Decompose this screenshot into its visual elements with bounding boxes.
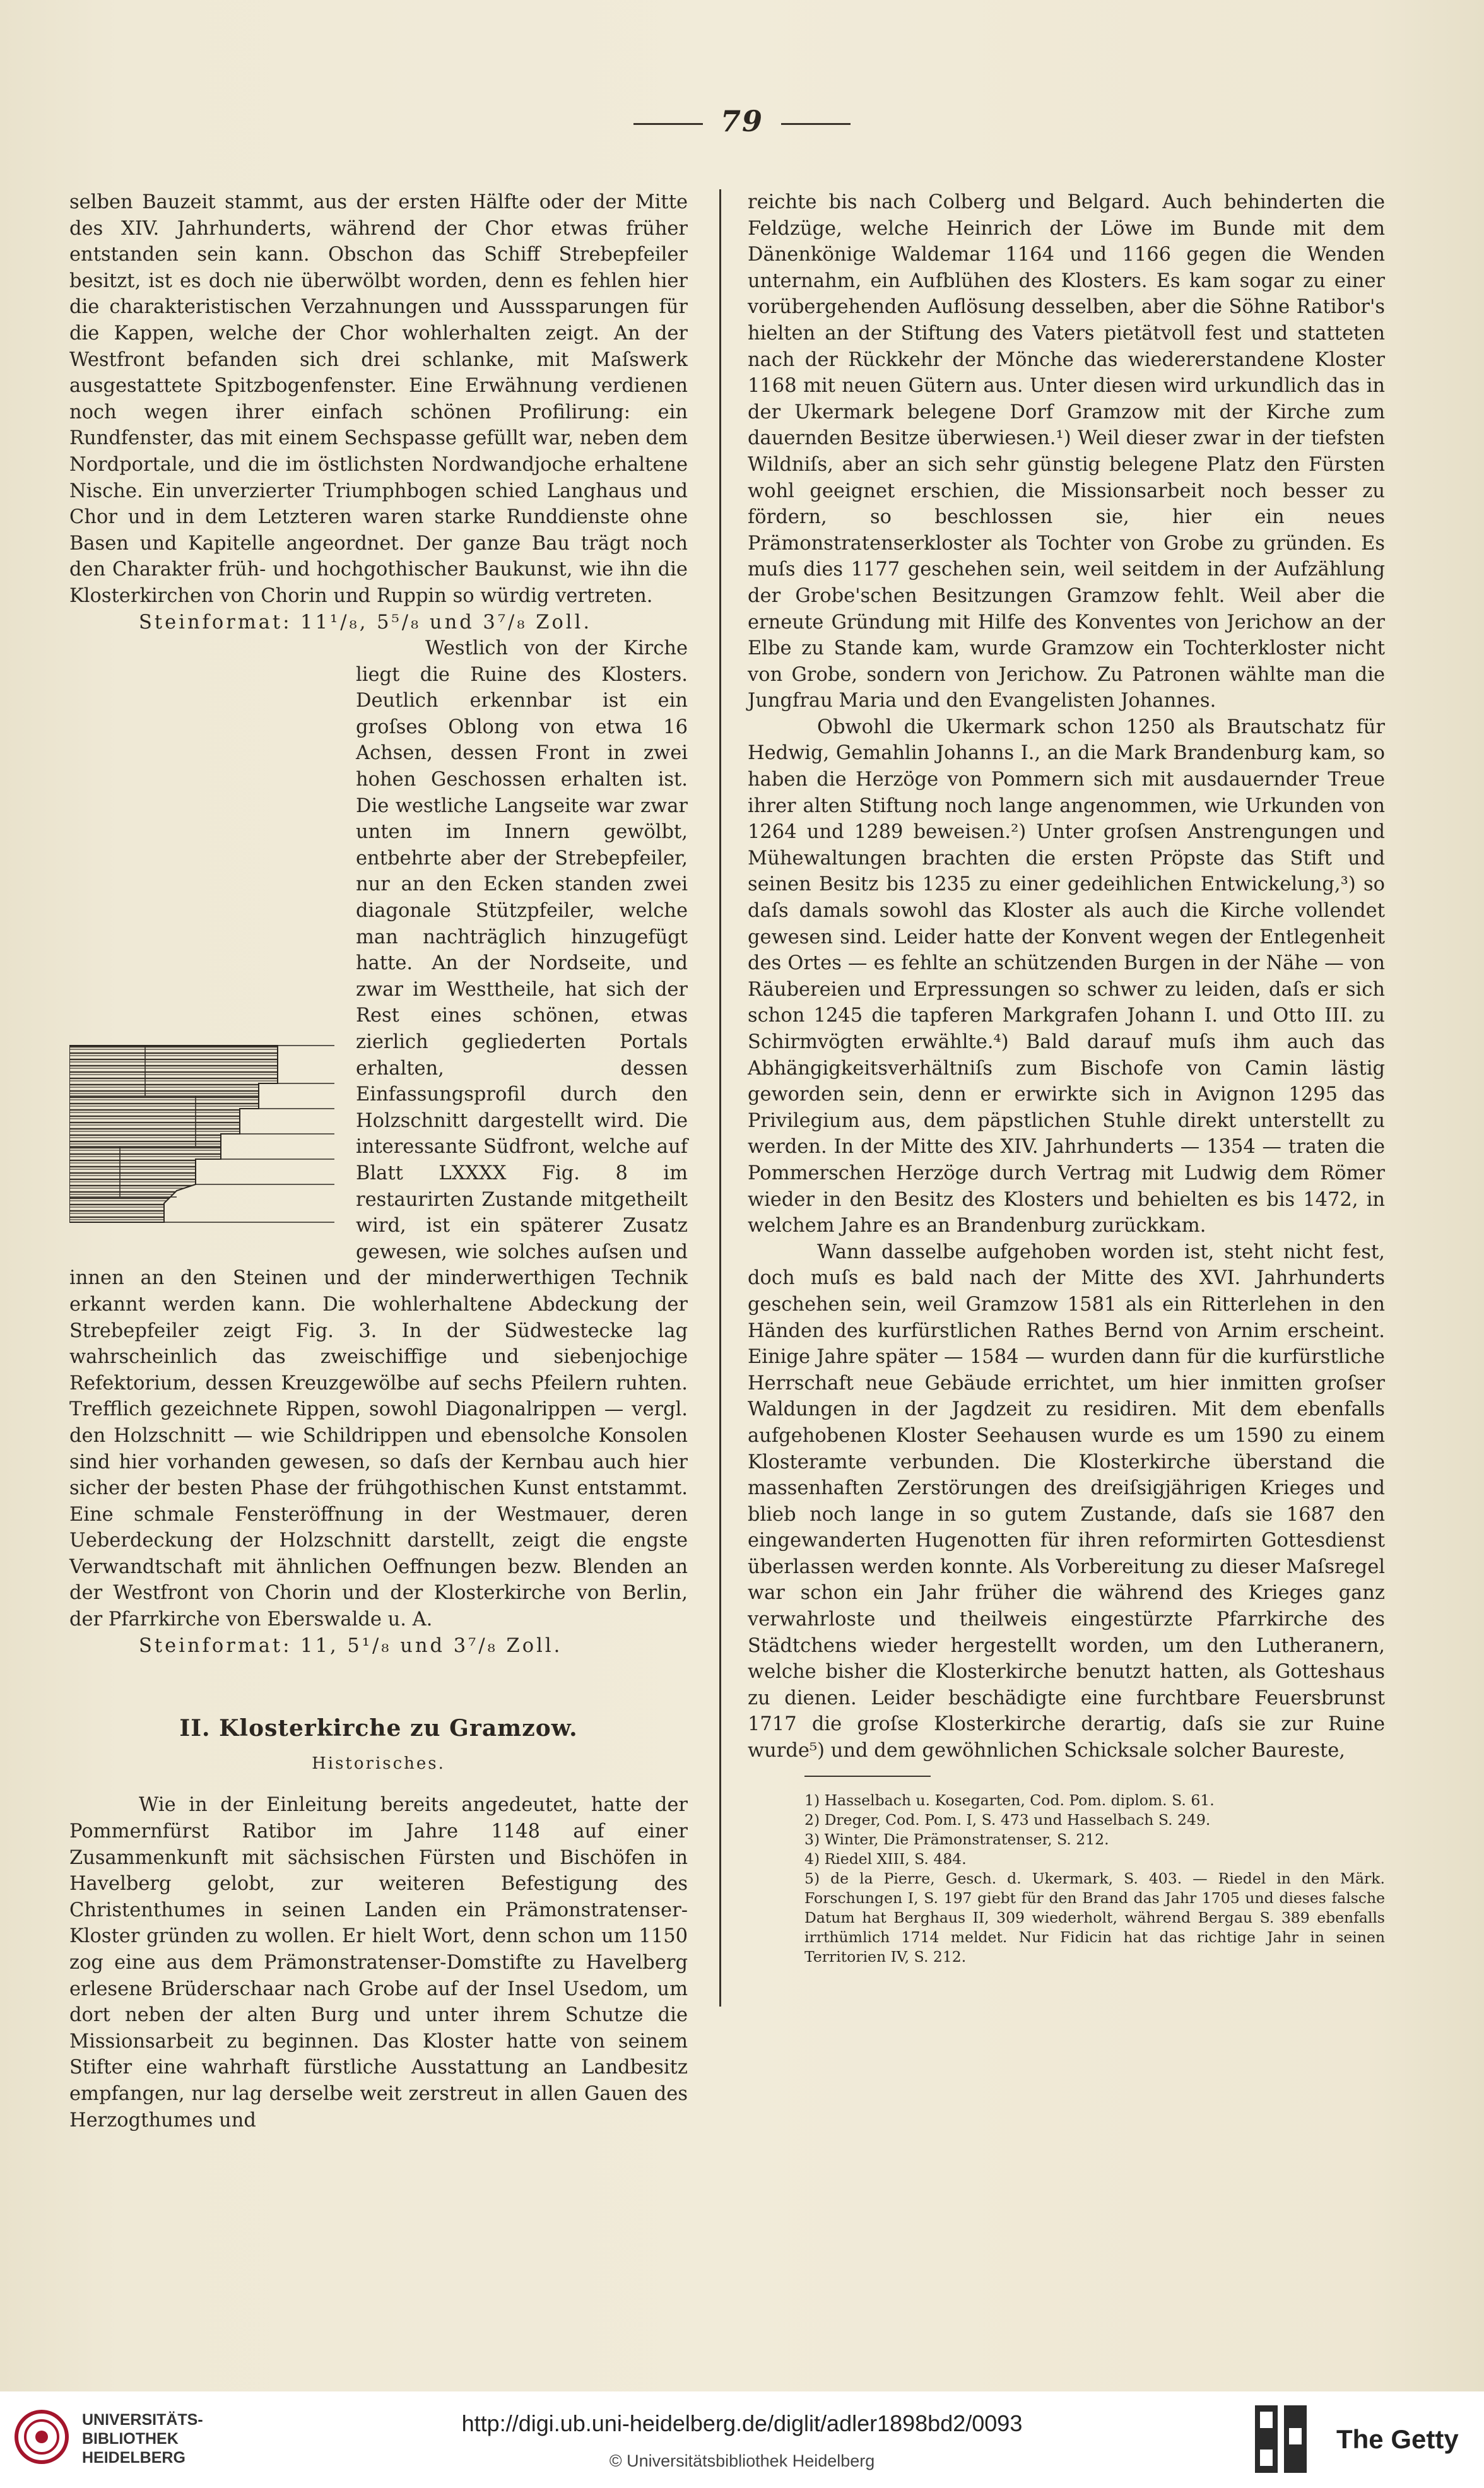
stone-format-1: Steinformat: 11¹/₈, 5⁵/₈ und 3⁷/₈ Zoll.	[139, 611, 592, 634]
footnote-rule	[804, 1776, 931, 1777]
right-paragraph-2: Obwohl die Ukermark schon 1250 als Brautschatz für Hedwig, Gemahlin Johanns I., an die Mark Brandenburg kam, so haben die Herzöge von Pommern sich mit ausdauernder Treue ihrer alten Stiftung noch lange angenommen, wie Urkunden von 1264 und 1289 beweisen.²) Unter groſsen Anstrengungen und Mühewaltungen brachten die ersten Pröpste das Stift und seinen Besitz bis 1235 zu einer gedeihlichen Entwickelung,³) so daſs damals sowohl das Kloster als auch die Kirche vollendet gewesen sind. Leider hatte der Konvent wegen der Entlegenheit des Ortes — es fehlte an schützenden Burgen in der Nähe — von Räubereien und Erpressungen so schwer zu leiden, daſs er sich schon 1245 die tapferen Markgrafen Johann I. und Otto III. zu Schirmvögten erwählte.⁴) Bald darauf muſs ihm auch das Abhängigkeitsverhältniſs zum Bischofe von Camin lästig geworden sein, denn er erwirkte sich in Avignon 1295 das Privilegium aus, dem päpstlichen Stuhle direkt unterstellt zu werden. In der Mitte des XIV. Jahrhunderts — 1354 — traten die Pommerschen Herzöge durch Vertrag mit Ludwig dem Römer wieder in den Besitz des Klosters und behielten es bis 1472, in welchem Jahre es an Brandenburg zurückkam.	[748, 716, 1385, 1237]
getty-name: The Getty	[1336, 2424, 1459, 2454]
footnote-2: 2) Dreger, Cod. Pom. I, S. 473 und Hasselbach S. 249.	[804, 1810, 1211, 1829]
footnote-4: 4) Riedel XIII, S. 484.	[804, 1849, 967, 1868]
left-paragraph-1: selben Bauzeit stammt, aus der ersten Hälfte oder der Mitte des XIV. Jahrhunderts, während der Chor etwas früher entstanden sein kann. Obschon das Schiff Strebepfeiler besitzt, ist es doch nie überwölbt worden, denn es fehlen hier die charakteristischen Verzahnungen und Ausssparungen für die Kappen, welche der Chor wohlerhalten zeigt. An der Westfront befanden sich drei schlanke, mit Maſswerk ausgestattete Spitzbogenfenster. Eine Erwähnung verdienen noch wegen ihrer einfach schönen Profilirung: ein Rundfenster, das mit einem Sechspasse gefüllt war, neben dem Nordportale, und die im östlichsten Nordwandjoche erhaltene Nische. Ein unverzierter Triumphbogen schied Langhaus und Chor und in dem Letzteren waren starke Runddienste ohne Basen und Kapitelle angeordnet. Der ganze Bau trägt noch den Charakter früh- und hochgothischer Baukunst, wie ihn die Klosterkirchen von Chorin und Ruppin so würdig vertreten.	[69, 191, 688, 607]
copyright-notice: © Universitätsbibliothek Heidelberg	[609, 2451, 875, 2470]
getty-logo-icon	[1252, 2403, 1309, 2475]
page-number-line	[0, 104, 1484, 138]
library-name-line-1: UNIVERSITÄTS-	[82, 2411, 203, 2429]
left-paragraph-3: Westlich von der Kirche liegt die Ruine des Klosters. Deutlich erkennbar ist ein groſses Oblong von etwa 16 Achsen, dessen Front in zwei hohen Geschossen erhalten ist. Die westliche Langseite war zwar unten im Innern gewölbt, entbehrte aber der Strebepfeiler, nur an den Ecken standen zwei diagonale Stützpfeiler, welche man nachträglich hinzugefügt hatte. An der Nordseite, und zwar im Westtheile, hat sich der Rest eines schönen, etwas zierlich gegliederten Portals erhalten, dessen Einfassungsprofil durch den Holzschnitt dargestellt wird. Die interessante Südfront, welche auf Blatt LXXXX Fig. 8 im restaurirten Zustande mitgetheilt wird, ist ein späterer Zusatz gewesen, wie solches auſsen und innen an den Steinen und der minderwerthigen Technik erkannt werden kann. Die wohlerhaltene Abdeckung der Strebepfeiler zeigt Fig. 3. In der Südwestecke lag wahrscheinlich das zweischiffige und siebenjochige Refektorium, dessen Kreuzgewölbe auf sechs Pfeilern ruhten. Trefflich gezeichnete Rippen, sowohl Diagonalrippen — vergl. den Holzschnitt — wie Schildrippen und ebensolche Konsolen sind hier vorhanden gewesen, so daſs der Kernbau auch hier sicher der besten Phase der frühgothischen Kunst entstammt. Eine schmale Fensteröffnung in der Westmauer, deren Ueberdeckung der Holzschnitt darstellt, zeigt die engste Verwandtschaft mit ähnlichen Oeffnungen bezw. Blenden an der Westfront von Chorin und der Klosterkirche von Berlin, der Pfarrkirche von Eberswalde u. A.	[69, 637, 688, 1631]
footer-bar	[0, 2391, 1484, 2488]
left-column	[69, 189, 688, 2133]
section-subtitle: Historisches.	[312, 1754, 445, 1773]
library-name-line-2: BIBLIOTHEK	[82, 2430, 179, 2448]
figure-portal-profile	[69, 1033, 334, 1235]
stone-format-2: Steinformat: 11, 5¹/₈ und 3⁷/₈ Zoll.	[139, 1634, 563, 1657]
right-paragraph-3: Wann dasselbe aufgehoben worden ist, steht nicht fest, doch muſs es bald nach der Mitte des XVI. Jahrhunderts geschehen sein, weil Gramzow 1581 als ein Ritterlehen in den Händen des kurfürstlichen Rathes Bernd von Arnim erscheint. Einige Jahre später — 1584 — wurden dann für die kurfürstliche Herrschaft neue Gebäude errichtet, um hier inmitten groſser Waldungen in der Jagdzeit zu residiren. Mit dem ebenfalls aufgehobenen Kloster Seehausen wurde es um 1590 zu einem Klosteramte verbunden. Die Klosterkirche überstand die massenhaften Zerstörungen des dreiſsigjährigen Krieges und blieb noch lange in so gutem Zustande, daſs sie 1687 den eingewanderten Hugenotten für ihren reformirten Gottesdienst überlassen werden konnte. Als Vorbereitung zu dieser Maſsregel war schon ein Jahr früher die während des Krieges ganz verwahrloste und theilweis eingestürzte Pfarrkirche des Städtchens wieder hergestellt worden, um den Lutheranern, welche bisher die Klosterkirche benutzt hatten, als Gotteshaus zu dienen. Leider beschädigte eine furchtbare Feuersbrunst 1717 die groſse Klosterkirche derartig, daſs sie zur Ruine wurde⁵) und dem gewöhnlichen Schicksale solcher Baureste,	[748, 1241, 1385, 1762]
right-column	[748, 189, 1385, 1967]
left-paragraph-3-wrap	[69, 635, 688, 1633]
footnotes	[748, 1791, 1385, 1967]
footnote-3: 3) Winter, Die Prämonstratenser, S. 212.	[804, 1830, 1109, 1848]
source-url-link[interactable]: http://digi.ub.uni-heidelberg.de/diglit/adler1898bd2/0093	[461, 2410, 1023, 2436]
right-paragraph-1: reichte bis nach Colberg und Belgard. Auch behinderten die Feldzüge, welche Heinrich der Löwe im Bunde mit dem Dänenkönige Waldemar 1164 und 1166 gegen die Wenden unternahm, ein Aufblühen des Klosters. Es kam sogar zu einer vorübergehenden Auflösung desselben, aber die Söhne Ratibor's hielten an der Stiftung des Vaters pietätvoll fest und statteten nach der Rückkehr der Mönche das wiedererstandene Kloster 1168 mit neuen Gütern aus. Unter diesen wird urkundlich das in der Ukermark belegene Dorf Gramzow mit der Kirche zum dauernden Besitze überwiesen.¹) Weil dieser zwar in der tiefsten Wildniſs, aber an sich sehr günstig belegene Platz den Fürsten wohl geeignet erschien, die Missionsarbeit noch besser zu fördern, so beschlossen sie, hier ein neues Prämonstratenserkloster als Tochter von Grobe zu gründen. Es muſs dies 1177 geschehen sein, weil seitdem in der Aufzählung der Grobe'schen Besitzungen Gramzow fehlt. Weil aber die erneute Gründung mit Hilfe des Konventes von Jerichow an der Elbe zu Stande kam, wurde Gramzow ein Tochterkloster nicht von Grobe, sondern von Jerichow. Zu Patronen wählte man die Jungfrau Maria und den Evangelisten Johannes.	[748, 191, 1385, 712]
footnote-5: 5) de la Pierre, Gesch. d. Ukermark, S. 403. — Riedel in den Märk. Forschungen I, S. 197 giebt für den Brand das Jahr 1705 und dieses falsche Datum hat Berghaus II, 309 wiederholt, während Bergau S. 389 ebenfalls irrthümlich 1714 meldet. Nur Fidicin hat das richtige Jahr in seinen Territorien IV, S. 212.	[804, 1869, 1385, 1966]
section-title: II. Klosterkirche zu Gramzow.	[179, 1715, 578, 1742]
page-number: 79	[720, 104, 763, 138]
left-paragraph-5: Wie in der Einleitung bereits angedeutet, hatte der Pommernfürst Ratibor im Jahre 1148 auf einer Zusammenkunft mit sächsischen Fürsten und Bischöfen in Havelberg gelobt, zur weiteren Befestigung des Christenthumes in seinen Landen ein Prämonstratenser-Kloster gründen zu wollen. Er hielt Wort, denn schon um 1150 zog eine aus dem Prämonstratenser-Domstifte zu Havelberg erlesene Brüderschaar nach Grobe auf der Insel Usedom, um dort neben der alten Burg und unter ihrem Schutze die Missionsarbeit zu beginnen. Das Kloster hatte von seinem Stifter eine wahrhaft fürstliche Ausstattung an Landbesitz empfangen, nur lag derselbe weit zerstreut in allen Gauen des Herzogthumes und	[69, 1794, 688, 2131]
column-divider	[719, 189, 721, 2007]
footnote-1: 1) Hasselbach u. Kosegarten, Cod. Pom. diplom. S. 61.	[804, 1791, 1215, 1809]
library-name-line-3: HEIDELBERG	[82, 2449, 186, 2467]
